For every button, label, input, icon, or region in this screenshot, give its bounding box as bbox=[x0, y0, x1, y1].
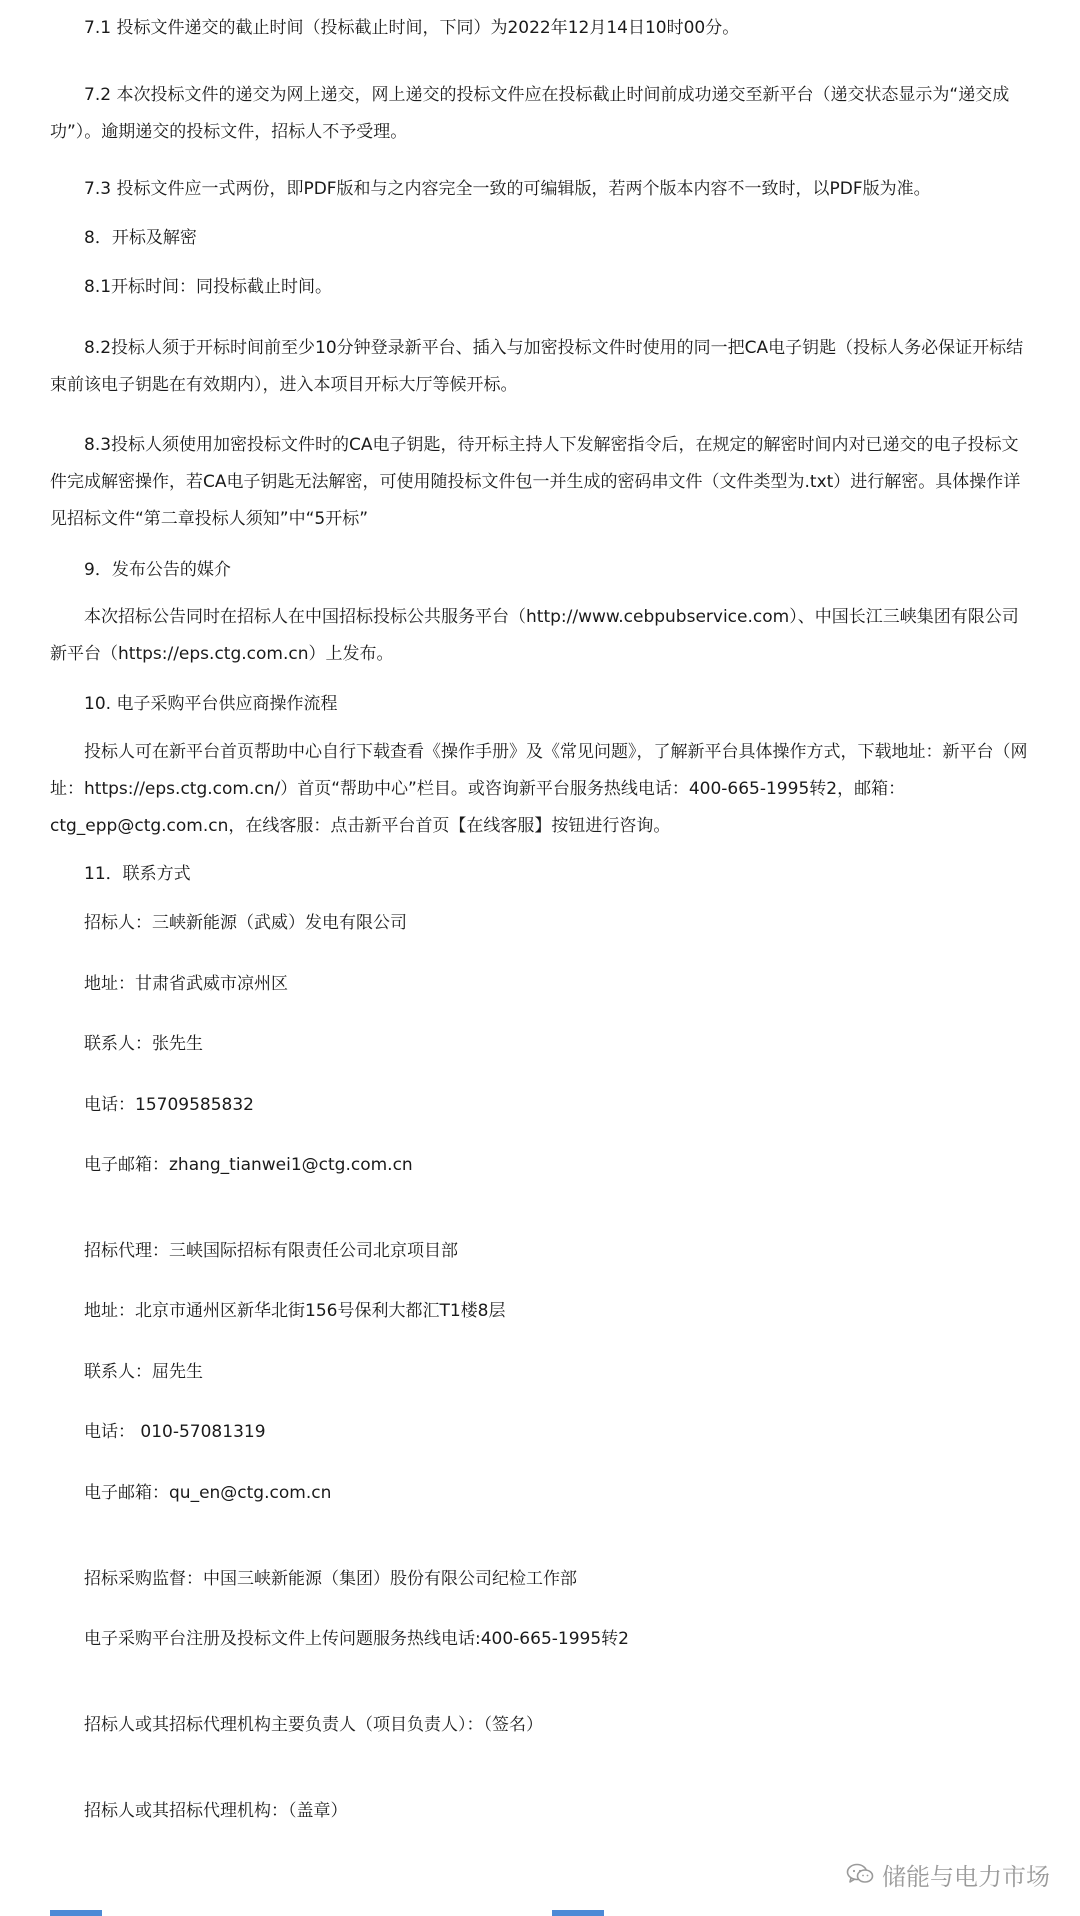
bottom-accent-bar-left bbox=[50, 1910, 102, 1916]
paragraph-8-1: 8.1开标时间：同投标截止时间。 bbox=[84, 277, 333, 297]
agent-name: 招标代理：三峡国际招标有限责任公司北京项目部 bbox=[84, 1241, 458, 1261]
heading-9: 9．发布公告的媒介 bbox=[84, 560, 231, 580]
paragraph-8-2: 8.2投标人须于开标时间前至少10分钟登录新平台、插入与加密投标文件时使用的同一把CA电子钥匙（投标人务必保证开标结束前该电子钥匙在有效期内），进入本项目开标大厅等候开标。 bbox=[50, 338, 1024, 395]
watermark-text: 储能与电力市场 bbox=[882, 1862, 1050, 1891]
heading-10: 10. 电子采购平台供应商操作流程 bbox=[84, 694, 338, 714]
account-watermark bbox=[846, 1856, 1050, 1892]
seal-line: 招标人或其招标代理机构：（盖章） bbox=[84, 1801, 348, 1821]
paragraph-7-2: 7.2 本次投标文件的递交为网上递交，网上递交的投标文件应在投标截止时间前成功递交至新平台（递交状态显示为“递交成功”）。逾期递交的投标文件，招标人不予受理。 bbox=[50, 85, 1010, 142]
agent-email: 电子邮箱：qu_en@ctg.com.cn bbox=[84, 1483, 332, 1503]
tenderer-name: 招标人：三峡新能源（武威）发电有限公司 bbox=[84, 913, 407, 933]
paragraph-7-3: 7.3 投标文件应一式两份，即PDF版和与之内容完全一致的可编辑版，若两个版本内容不一致时，以PDF版为准。 bbox=[84, 179, 931, 199]
tenderer-contact: 联系人：张先生 bbox=[84, 1034, 203, 1054]
agent-address: 地址：北京市通州区新华北街156号保利大都汇T1楼8层 bbox=[84, 1301, 506, 1321]
procurement-supervisor: 招标采购监督：中国三峡新能源（集团）股份有限公司纪检工作部 bbox=[84, 1569, 577, 1589]
service-hotline: 电子采购平台注册及投标文件上传问题服务热线电话:400-665-1995转2 bbox=[84, 1629, 629, 1649]
bottom-accent-bar-right bbox=[552, 1910, 604, 1916]
tenderer-phone: 电话：15709585832 bbox=[84, 1095, 254, 1115]
tenderer-address: 地址：甘肃省武威市凉州区 bbox=[84, 974, 288, 994]
paragraph-8-3: 8.3投标人须使用加密投标文件时的CA电子钥匙，待开标主持人下发解密指令后，在规定的解密时间内对已递交的电子投标文件完成解密操作，若CA电子钥匙无法解密，可使用随投标文件包一并生成的密码串文件（文件类型为.txt）进行解密。具体操作详见招标文件“第二章投标人须知”中“5开标” bbox=[50, 435, 1021, 529]
paragraph-10: 投标人可在新平台首页帮助中心自行下载查看《操作手册》及《常见问题》，了解新平台具体操作方式，下载地址：新平台（网址：https://eps.ctg.com.cn/）首页“帮助中心”栏目。或咨询新平台服务热线电话：400-665-1995转2，邮箱：ctg_epp@ctg.com.cn，在线客服：点击新平台首页【在线客服】按钮进行咨询。 bbox=[50, 742, 1028, 836]
heading-8: 8．开标及解密 bbox=[84, 228, 197, 248]
heading-11: 11．联系方式 bbox=[84, 864, 191, 884]
signature-line: 招标人或其招标代理机构主要负责人（项目负责人）：（签名） bbox=[84, 1715, 543, 1735]
agent-phone: 电话： 010-57081319 bbox=[84, 1422, 266, 1442]
wechat-icon bbox=[846, 1862, 874, 1886]
paragraph-9: 本次招标公告同时在招标人在中国招标投标公共服务平台（http://www.cebpubservice.com）、中国长江三峡集团有限公司新平台（https://eps.ctg.com.cn）上发布。 bbox=[50, 607, 1019, 664]
agent-contact: 联系人：屈先生 bbox=[84, 1362, 203, 1382]
tenderer-email: 电子邮箱：zhang_tianwei1@ctg.com.cn bbox=[84, 1155, 413, 1175]
paragraph-7-1: 7.1 投标文件递交的截止时间（投标截止时间，下同）为2022年12月14日10时00分。 bbox=[84, 18, 740, 38]
